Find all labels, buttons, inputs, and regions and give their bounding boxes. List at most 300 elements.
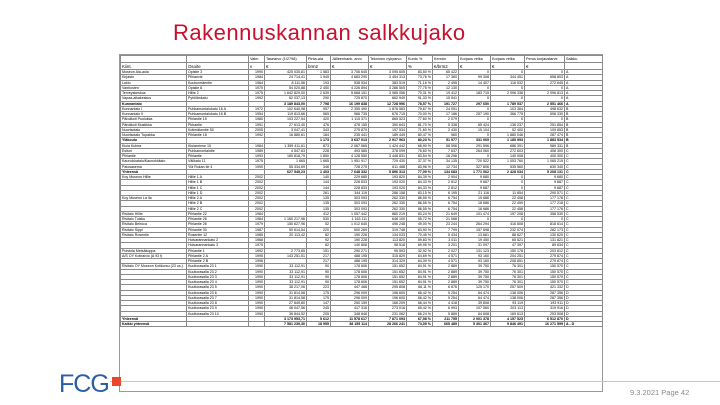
table-cell: 217: [307, 253, 331, 258]
table-cell: C: [565, 227, 603, 232]
table-cell: 1987: [249, 227, 265, 232]
table-cell: 39 750: [459, 274, 491, 279]
table-cell: 83,24 %: [407, 211, 433, 216]
table-cell: Hoivarannankatu 3: [187, 243, 249, 248]
table-cell: Nuorisotalo: [121, 127, 187, 132]
table-cell: 69,95 %: [407, 243, 433, 248]
table-cell: 76 301: [491, 264, 525, 269]
total-cell: 9 846 491: [491, 322, 525, 327]
table-cell: 1972: [249, 106, 265, 111]
table-cell: 0: [491, 85, 525, 90]
fcg-logo: [59, 372, 121, 397]
table-cell: 279 874: [525, 259, 565, 264]
table-cell: C: [565, 169, 603, 174]
table-cell: B: [565, 138, 603, 143]
table-cell: 1964: [249, 80, 265, 85]
table-cell: 84,91 %: [407, 274, 433, 279]
table-cell: 538 934: [331, 80, 369, 85]
table-cell: 49,00 %: [407, 222, 433, 227]
table-cell: 82: [307, 232, 331, 237]
table-cell: 140: [307, 175, 331, 180]
table-cell: C: [565, 185, 603, 190]
table-cell: 211 755: [433, 316, 459, 321]
table-cell: 150 570: [525, 280, 565, 285]
table-cell: 3 201: [433, 243, 459, 248]
table-cell: 2 450: [307, 85, 331, 90]
table-cell: 2 355 490: [331, 106, 369, 111]
table-cell: 0: [459, 154, 491, 159]
table-cell: 99 308: [459, 75, 491, 80]
total-cell: 5 301 367: [459, 322, 491, 327]
table-cell: 4 547,63: [265, 148, 307, 153]
table-cell: 2005: [249, 127, 265, 132]
table-cell: 1990: [249, 264, 265, 269]
table-cell: 140 808: [331, 243, 369, 248]
table-cell: 64 474: [459, 295, 491, 300]
table-cell: 287 356: [525, 295, 565, 300]
table-cell: Pihlantie: [121, 154, 187, 159]
table-cell: Vanhusten: [121, 85, 187, 90]
table-cell: 52: [307, 222, 331, 227]
table-cell: 264 294: [459, 222, 491, 227]
table-cell: Pihlantie 26: [187, 217, 249, 222]
total-cell: Kaikki yhteensä: [121, 322, 187, 327]
table-cell: 80,23 %: [407, 138, 433, 143]
table-cell: Yhteensä: [121, 169, 187, 174]
table-cell: 107 060: [459, 306, 491, 311]
table-cell: 0: [491, 175, 525, 180]
table-cell: 125 170: [459, 285, 491, 290]
table-cell: 223: [307, 285, 331, 290]
table-cell: 314 329: [369, 259, 407, 264]
table-cell: 1984: [249, 217, 265, 222]
table-cell: 1 880 046: [491, 133, 525, 138]
table-cell: 88 627: [491, 232, 525, 237]
table-cell: Puhkamontalotie: [187, 148, 249, 153]
table-cell: 331 069: [459, 138, 491, 143]
table-cell: Kuutiorasalla 23 10: [187, 311, 249, 316]
table-cell: 16 199 838: [331, 101, 369, 106]
table-cell: Pyhtilänkatu: [187, 96, 249, 101]
table-cell: 93 160: [459, 253, 491, 258]
table-cell: Koy Museon Hillie: [121, 175, 187, 180]
table-cell: 5 668 151: [331, 91, 369, 96]
header-cell: [187, 56, 249, 63]
table-cell: 417 316: [331, 306, 369, 311]
table-cell: A: [565, 96, 603, 101]
table-cell: 177 178: [525, 206, 565, 211]
table-cell: 51 977: [433, 138, 459, 143]
table-cell: 1990: [249, 269, 265, 274]
table-cell: Pihlantie 26: [187, 222, 249, 227]
table-cell: 0: [491, 96, 525, 101]
table-cell: C: [565, 201, 603, 206]
header-cell: Kiint.: [121, 63, 187, 70]
table-cell: 1 424 442: [369, 143, 407, 148]
table-cell: 383 519: [369, 80, 407, 85]
table-cell: 488 195: [331, 259, 369, 264]
table-cell: 65 521: [491, 238, 525, 243]
table-cell: 77,09 %: [407, 169, 433, 174]
header-cell: Tekninen nykyarvo: [369, 56, 407, 63]
table-cell: Koulunmäentie: [187, 80, 249, 85]
table-cell: 0: [459, 117, 491, 122]
table-cell: 378 099: [369, 148, 407, 153]
table-cell: 151 652: [369, 274, 407, 279]
table-cell: Rivitalo Hillie: [121, 211, 187, 216]
table-cell: Kuutiorasalla 23 4: [187, 280, 249, 285]
table-cell: 66,42 %: [407, 295, 433, 300]
table-cell: 119 813,66: [265, 112, 307, 117]
table-cell: 151 652: [369, 269, 407, 274]
table-cell: 966 735: [331, 112, 369, 117]
table-cell: 193 020: [369, 180, 407, 185]
table-cell: 343: [307, 127, 331, 132]
table-cell: 22 458: [491, 206, 525, 211]
table-cell: 262 330: [369, 201, 407, 206]
table-cell: B: [565, 117, 603, 122]
table-cell: 17 360: [433, 75, 459, 80]
table-cell: 2002: [249, 201, 265, 206]
table-cell: 228: [307, 148, 331, 153]
table-cell: 76 301: [491, 274, 525, 279]
table-cell: 390 643: [369, 122, 407, 127]
table-cell: 493 585: [331, 148, 369, 153]
total-cell: 38 155 114: [331, 322, 369, 327]
table-cell: 65,42 %: [407, 306, 433, 311]
table-cell: 5 208 131: [525, 169, 565, 174]
table-cell: 1 115 371: [331, 117, 369, 122]
header-cell: [565, 63, 603, 70]
table-cell: 65 424: [459, 122, 491, 127]
table-cell: 103 227,54: [265, 117, 307, 122]
table-cell: C: [565, 248, 603, 253]
table-cell: Museon Ala-aula: [121, 70, 187, 75]
header-cell: €: [525, 63, 565, 70]
table-cell: 39 808: [459, 301, 491, 306]
table-cell: 9 687: [459, 185, 491, 190]
table-cell: 1990: [249, 70, 265, 75]
table-cell: D: [565, 285, 603, 290]
table-cell: 0: [459, 133, 491, 138]
table-cell: 1 850: [307, 154, 331, 159]
table-cell: B: [565, 143, 603, 148]
table-cell: 303 093: [331, 201, 369, 206]
table-cell: 19 450: [459, 238, 491, 243]
table-cell: 66,44 %: [407, 301, 433, 306]
table-cell: 420: [307, 117, 331, 122]
table-cell: Rivitalo Sippi: [121, 227, 187, 232]
table-cell: 196 600: [369, 295, 407, 300]
table-cell: 1992: [249, 133, 265, 138]
table-cell: Nuorisotalo Tupakka: [121, 133, 187, 138]
table-cell: 16 880,61: [265, 133, 307, 138]
table-cell: 416 808: [491, 222, 525, 227]
table-cell: 2 812: [433, 185, 459, 190]
table-cell: Pirkantie: [187, 122, 249, 127]
table-cell: Kaunokkatalo/Kaunokkitalo: [121, 159, 187, 164]
table-cell: 76,60 %: [407, 148, 433, 153]
table-cell: 5 612: [307, 316, 331, 321]
table-cell: Kotimäkentie 50: [187, 127, 249, 132]
table-total-row: [121, 322, 603, 327]
table-cell: Hillie 2 C: [187, 206, 249, 211]
table-cell: Kuutiorasalla 23 3: [187, 274, 249, 279]
header-cell: Osoite: [187, 63, 249, 70]
table-cell: 1991: [249, 122, 265, 127]
table-cell: 33 112,91: [265, 269, 307, 274]
table-cell: 27 613,40: [265, 122, 307, 127]
table-cell: 0: [491, 185, 525, 190]
table-cell: 175: [307, 295, 331, 300]
table-cell: 0: [525, 96, 565, 101]
table-cell: 84,33 %: [407, 180, 433, 185]
table-cell: 157 698: [459, 227, 491, 232]
table-cell: 0: [525, 217, 565, 222]
table-cell: 37,37 %: [407, 159, 433, 164]
table-cell: 0: [459, 85, 491, 90]
table-cell: 24 051: [433, 106, 459, 111]
table-cell: C: [565, 264, 603, 269]
table-cell: 15 104: [459, 127, 491, 132]
table-cell: 476: [307, 122, 331, 127]
table-cell: 728 275: [331, 164, 369, 169]
logo-dot-icon: [112, 377, 121, 386]
table-cell: 2 096 338: [491, 91, 525, 96]
table-cell: 261: [307, 190, 331, 195]
table-cell: Puhkamontalokatu 16 B: [187, 112, 249, 117]
header-cell: brm2: [307, 63, 331, 70]
table-cell: 2 551 466: [525, 101, 565, 106]
table-cell: 7 798: [307, 101, 331, 106]
table-cell: 0: [491, 117, 525, 122]
table-cell: 116 532: [491, 80, 525, 85]
table-cell: 83,54 %: [407, 154, 433, 159]
header-cell: €/brm2: [433, 63, 459, 70]
table-cell: 76 301: [491, 269, 525, 274]
table-cell: 2 001 378: [459, 316, 491, 321]
table-cell: Esitori: [121, 148, 187, 153]
table-cell: 290: [307, 96, 331, 101]
table-cell: A: [565, 80, 603, 85]
table-cell: 1993: [249, 154, 265, 159]
table-cell: Hillie 2 B: [187, 201, 249, 206]
table-cell: 73,76 %: [407, 75, 433, 80]
table-cell: 565: [307, 112, 331, 117]
table-cell: 2 079: [433, 117, 459, 122]
table-cell: Rivitalo Tuisku: [121, 217, 187, 222]
table-cell: 83,15 %: [407, 190, 433, 195]
table-cell: 189 449: [369, 133, 407, 138]
table-cell: 136 237: [491, 122, 525, 127]
total-cell: A - D: [565, 322, 603, 327]
table-cell: 24 714,41: [265, 75, 307, 80]
table-cell: 228 833: [331, 185, 369, 190]
table-cell: 76 301: [491, 280, 525, 285]
table-cell: Kuutiorasalla 23 5: [187, 285, 249, 290]
table-cell: 11 578 617: [331, 316, 369, 321]
table-cell: 90: [307, 269, 331, 274]
header-cell: [121, 56, 187, 63]
table-cell: 0: [525, 85, 565, 90]
table-cell: 960: [433, 133, 459, 138]
table-cell: 86,55 %: [407, 206, 433, 211]
table-cell: C: [565, 238, 603, 243]
header-cell: Valm: [249, 56, 265, 63]
table-cell: Kunnantalo I: [121, 106, 187, 111]
table-cell: C: [565, 206, 603, 211]
table-cell: 62 037,13: [265, 96, 307, 101]
table-cell: 315 829: [369, 253, 407, 258]
table-cell: 38 217,06: [265, 285, 307, 290]
table-cell: D: [565, 301, 603, 306]
table-cell: 19 412: [433, 91, 459, 96]
footer: [630, 388, 689, 397]
table-cell: 1990: [249, 164, 265, 169]
table-cell: 84,91 %: [407, 280, 433, 285]
table-cell: 23 244: [433, 222, 459, 227]
table-cell: 1970: [249, 85, 265, 90]
table-cell: 1 876 583: [369, 106, 407, 111]
table-cell: 64,39 %: [407, 259, 433, 264]
table-cell: Kiulanrinne 15: [187, 143, 249, 148]
table-cell: 1 771 062: [459, 169, 491, 174]
portfolio-table-image: [119, 54, 603, 392]
table-cell: Pihlantie 22: [187, 211, 249, 216]
table-cell: Pihlantie 2 B: [187, 259, 249, 264]
table-cell: Kuutiorasalla 23 9: [187, 306, 249, 311]
table-cell: 880 219: [369, 211, 407, 216]
table-cell: 2 773,65: [265, 248, 307, 253]
table-cell: 957: [307, 106, 331, 111]
table-cell: 0: [491, 217, 525, 222]
table-cell: A: [565, 70, 603, 75]
table-cell: 21 068: [433, 217, 459, 222]
table-cell: 191 727: [433, 101, 459, 106]
table-cell: 0: [525, 117, 565, 122]
table-cell: 59,83 %: [407, 238, 433, 243]
table-cell: 77,75 %: [407, 85, 433, 90]
table-cell: 178 606: [331, 280, 369, 285]
table-cell: 204 251: [491, 253, 525, 258]
table-cell: 52 400: [491, 127, 525, 132]
table-cell: C: [565, 274, 603, 279]
table-cell: 64 474: [459, 290, 491, 295]
table-cell: 290 571: [525, 190, 565, 195]
table-cell: 2 889: [433, 280, 459, 285]
table-cell: Lukio: [121, 80, 187, 85]
table-cell: 0: [491, 70, 525, 75]
table-cell: 658 803: [525, 75, 565, 80]
table-cell: 496 248: [369, 222, 407, 227]
table-cell: C: [565, 211, 603, 216]
table-cell: Kuutiorasalla 23 6: [187, 290, 249, 295]
table-cell: 178 606: [331, 274, 369, 279]
table-cell: 253 508: [525, 311, 565, 316]
table-cell: C: [565, 148, 603, 153]
table-cell: Hillie 1 A: [187, 175, 249, 180]
table-cell: C: [565, 159, 603, 164]
table-cell: 4 571: [433, 259, 459, 264]
table-cell: 273 016: [369, 306, 407, 311]
table-cell: 4 157 523: [491, 316, 525, 321]
table-cell: 3 189 843,00: [265, 101, 307, 106]
table-cell: 131 821: [525, 238, 565, 243]
table-cell: 6 754: [433, 206, 459, 211]
table-cell: 1 065 215: [525, 159, 565, 164]
table-cell: 725 870: [331, 96, 369, 101]
table-cell: 2002: [249, 206, 265, 211]
header-cell: v: [249, 63, 265, 70]
table-cell: 344 119: [331, 190, 369, 195]
table-cell: C: [565, 232, 603, 237]
table-cell: 720 522: [459, 159, 491, 164]
table-cell: 31 814,58: [265, 290, 307, 295]
table-cell: 366 775: [491, 112, 525, 117]
table-cell: 50 614,54: [265, 227, 307, 232]
table-cell: 39 750: [459, 280, 491, 285]
table-cell: 193: [307, 80, 331, 85]
table-cell: Palosasema: [121, 164, 187, 169]
table-cell: 1990: [249, 306, 265, 311]
table-cell: 3 637 013: [331, 138, 369, 143]
table-cell: 1954: [249, 112, 265, 117]
table-cell: B: [565, 122, 603, 127]
table-cell: 296 009: [331, 290, 369, 295]
table-cell: A: [565, 91, 603, 96]
table-cell: Hoivarannankatu 2: [187, 238, 249, 243]
header-cell: Perus korjaustarve: [525, 56, 565, 63]
table-cell: 1 053 760: [491, 159, 525, 164]
table-cell: 89 634: [525, 243, 565, 248]
table-cell: 65 422: [433, 70, 459, 75]
table-cell: 319 748: [369, 227, 407, 232]
table-cell: 3 448 831: [369, 154, 407, 159]
table-cell: 1 789 537: [491, 101, 525, 106]
table-cell: 865 523: [369, 117, 407, 122]
table-cell: Vapaa-aikakeskus: [121, 96, 187, 101]
table-cell: 9 680: [459, 175, 491, 180]
table-cell: 3 047,41: [265, 127, 307, 132]
table-cell: C: [565, 243, 603, 248]
table-cell: 1 642 829,00: [265, 91, 307, 96]
total-cell: [187, 322, 249, 327]
table-cell: 4 226 894: [331, 85, 369, 90]
table-cell: 873: [307, 143, 331, 148]
table-cell: 83,96 %: [407, 164, 433, 169]
table-cell: 0: [459, 106, 491, 111]
table-cell: 166 209: [369, 301, 407, 306]
table-cell: 64,69 %: [407, 253, 433, 258]
table-cell: 1 359 411,61: [265, 143, 307, 148]
table-cell: Välikatu 11: [187, 159, 249, 164]
table-cell: 150 570: [525, 264, 565, 269]
table-cell: 135: [307, 201, 331, 206]
table-cell: 611 488: [369, 164, 407, 169]
table-cell: 1 949: [307, 75, 331, 80]
table-cell: Pihlantie 15: [187, 117, 249, 122]
table-body: [121, 70, 603, 322]
table-cell: 1975: [249, 243, 265, 248]
table-cell: Kiula Kulma: [121, 143, 187, 148]
table-cell: 1984: [249, 211, 265, 216]
table-cell: 135: [307, 196, 331, 201]
table-cell: Kuutiorasalla 23 2: [187, 269, 249, 274]
table-cell: 34 135: [433, 159, 459, 164]
table-cell: 1 951 917: [331, 159, 369, 164]
table-cell: 2 904: [433, 175, 459, 180]
table-cell: Pihlantie: [187, 154, 249, 159]
